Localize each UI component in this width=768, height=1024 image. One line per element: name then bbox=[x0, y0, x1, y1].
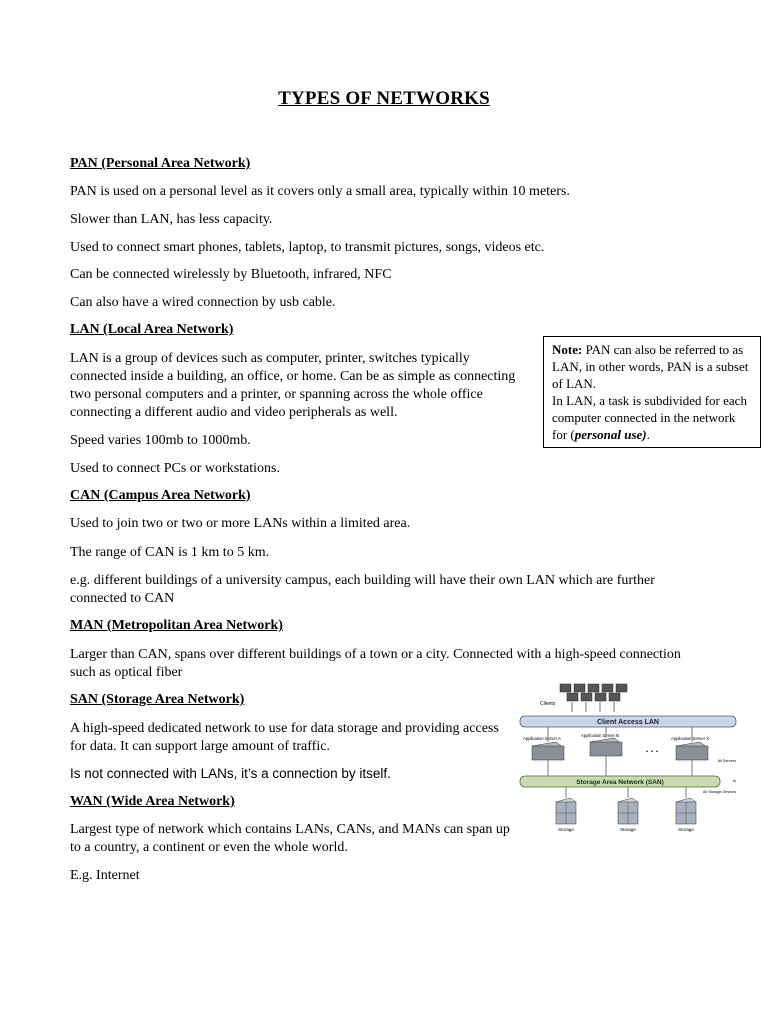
pan-line-4: Can be connected wirelessly by Bluetooth, infrared, NFC bbox=[70, 267, 392, 282]
storage-icon bbox=[676, 798, 696, 824]
app-server-x-label: Application Server X bbox=[671, 736, 709, 741]
lan-line-1: LAN is a group of devices such as computer, printer, switches typically connected inside a building, an office, or home. Can be as simple as connecting two personal computers and a printer, or spanning across the whole office connecting a different audio and video peripherals as well. bbox=[70, 351, 516, 420]
can-heading: CAN (Campus Area Network) bbox=[70, 488, 251, 503]
wan-line-2: E.g. Internet bbox=[70, 868, 140, 883]
storage-icon bbox=[556, 798, 576, 824]
man-heading: MAN (Metropolitan Area Network) bbox=[70, 618, 283, 633]
storage-label-1: Storage bbox=[558, 827, 574, 832]
can-line-2: The range of CAN is 1 km to 5 km. bbox=[70, 545, 270, 560]
storage-label-3: Storage bbox=[678, 827, 694, 832]
pan-line-3: Used to connect smart phones, tablets, laptop, to transmit pictures, songs, videos etc. bbox=[70, 240, 545, 255]
note-text-2: In LAN, a task is subdivided for each computer connected in the network for ( bbox=[552, 393, 747, 442]
note-label: Note: bbox=[552, 342, 583, 357]
client-access-lan-label: Client Access LAN bbox=[597, 719, 659, 726]
server-icon bbox=[676, 742, 708, 760]
san-heading: SAN (Storage Area Network) bbox=[70, 692, 245, 707]
pan-line-5: Can also have a wired connection by usb cable. bbox=[70, 295, 336, 310]
ellipsis: . . . bbox=[645, 744, 659, 754]
san-diagram bbox=[512, 680, 742, 835]
san-bar-label: Storage Area Network (SAN) bbox=[576, 779, 664, 786]
pan-heading: PAN (Personal Area Network) bbox=[70, 156, 251, 171]
pan-line-2: Slower than LAN, has less capacity. bbox=[70, 212, 273, 227]
note-emphasis: personal use) bbox=[574, 427, 647, 442]
storage-label-2: Storage bbox=[620, 827, 636, 832]
all-storage-label: All Storage Devices bbox=[702, 790, 736, 794]
can-line-3: e.g. different buildings of a university campus, each building will have their own LAN which are further connected to CAN bbox=[70, 573, 655, 606]
lan-heading: LAN (Local Area Network) bbox=[70, 322, 234, 337]
client-computers-icon bbox=[560, 684, 627, 712]
note-end: . bbox=[646, 427, 650, 442]
wan-line-1: Largest type of network which contains LANs, CANs, and MANs can span up to a country, a continent or even the whole world. bbox=[70, 822, 510, 855]
note-box bbox=[543, 336, 761, 448]
lan-line-3: Used to connect PCs or workstations. bbox=[70, 461, 280, 476]
app-server-b-label: Application Server B bbox=[581, 733, 619, 738]
can-line-1: Used to join two or two or more LANs within a limited area. bbox=[70, 516, 411, 531]
page-title: TYPES OF NETWORKS bbox=[278, 88, 490, 109]
clients-label: Clients bbox=[540, 701, 556, 707]
san-line-1: A high-speed dedicated network to use for data storage and providing access for data. It can support large amount of traffic. bbox=[70, 721, 499, 754]
server-icon bbox=[590, 738, 622, 756]
lan-line-2: Speed varies 100mb to 1000mb. bbox=[70, 433, 251, 448]
to-label: to bbox=[732, 779, 736, 783]
man-line-1: Larger than CAN, spans over different buildings of a town or a city. Connected with a high-speed connection such as optical fiber bbox=[70, 647, 681, 680]
wan-heading: WAN (Wide Area Network) bbox=[70, 794, 235, 809]
storage-icon bbox=[618, 798, 638, 824]
server-icon bbox=[532, 742, 564, 760]
note-text-1: PAN can also be referred to as LAN, in other words, PAN is a subset of LAN. bbox=[552, 342, 749, 391]
san-line-2: Is not connected with LANs, it’s a connection by itself. bbox=[70, 766, 391, 781]
app-server-a-label: Application Server A bbox=[523, 736, 561, 741]
pan-line-1: PAN is used on a personal level as it covers only a small area, typically within 10 meters. bbox=[70, 184, 570, 199]
all-servers-label: All Servers bbox=[717, 759, 736, 763]
